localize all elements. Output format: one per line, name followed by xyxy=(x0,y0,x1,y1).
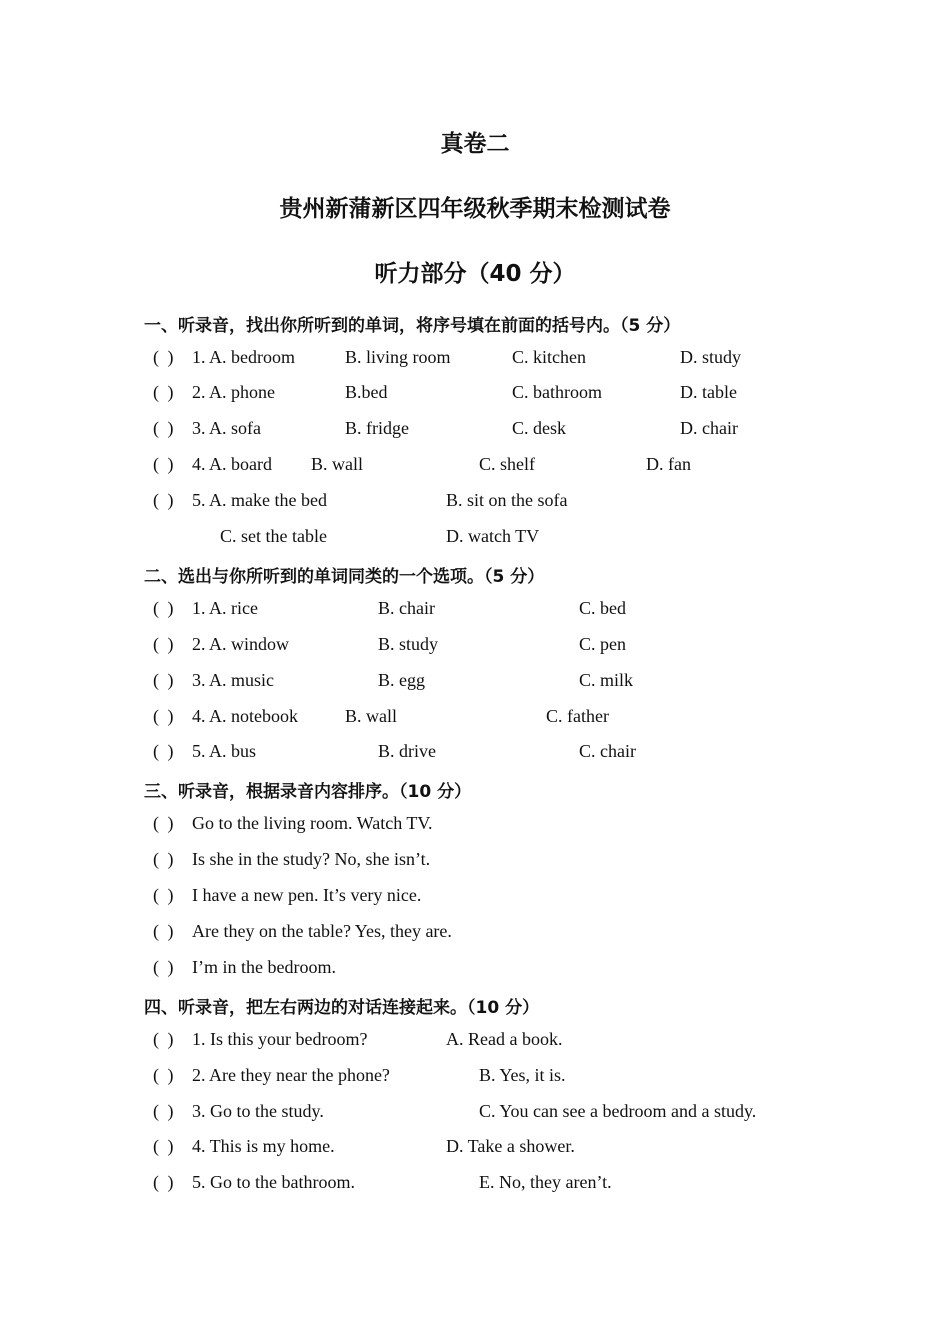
dialogue-right: B. Yes, it is. xyxy=(479,1065,566,1085)
question-option: B. wall xyxy=(345,706,397,726)
s4-question-row xyxy=(0,1065,950,1091)
section-4-heading: 四、听录音，把左右两边的对话连接起来。（10 分） xyxy=(144,998,540,1018)
answer-bracket[interactable]: ( ) xyxy=(153,921,176,941)
question-option: 1. A. rice xyxy=(192,598,258,618)
question-option: 1. A. bedroom xyxy=(192,347,295,367)
answer-bracket[interactable]: ( ) xyxy=(153,347,176,367)
dialogue-right: C. You can see a bedroom and a study. xyxy=(479,1101,757,1121)
s3-question-row xyxy=(0,849,950,875)
question-option: 5. A. make the bed xyxy=(192,490,327,510)
section-2-heading: 二、选出与你所听到的单词同类的一个选项。（5 分） xyxy=(144,567,545,587)
question-text: Are they on the table? Yes, they are. xyxy=(192,921,452,941)
question-option: C. father xyxy=(546,706,609,726)
section-1-heading: 一、听录音，找出你所听到的单词，将序号填在前面的括号内。（5 分） xyxy=(144,316,681,336)
question-option: B. wall xyxy=(311,454,363,474)
section-3-heading: 三、听录音，根据录音内容排序。（10 分） xyxy=(144,782,472,802)
dialogue-left: 2. Are they near the phone? xyxy=(192,1065,390,1085)
question-option: 3. A. sofa xyxy=(192,418,261,438)
exam-series-title: 真卷二 xyxy=(440,131,510,157)
question-option: C. set the table xyxy=(220,526,327,546)
question-option: D. fan xyxy=(646,454,691,474)
s1-question-row-continued xyxy=(0,526,950,552)
answer-bracket[interactable]: ( ) xyxy=(153,598,176,618)
question-option: C. milk xyxy=(579,670,634,690)
question-text: Go to the living room. Watch TV. xyxy=(192,813,433,833)
question-option: B. drive xyxy=(378,741,436,761)
dialogue-left: 3. Go to the study. xyxy=(192,1101,324,1121)
question-option: C. pen xyxy=(579,634,626,654)
s2-question-row xyxy=(0,598,950,624)
question-text: I’m in the bedroom. xyxy=(192,957,336,977)
s1-question-row xyxy=(0,347,950,373)
s1-question-row xyxy=(0,382,950,408)
question-option: C. kitchen xyxy=(512,347,586,367)
s4-question-row xyxy=(0,1136,950,1162)
answer-bracket[interactable]: ( ) xyxy=(153,490,176,510)
question-option: B. study xyxy=(378,634,439,654)
s4-question-row xyxy=(0,1172,950,1198)
question-option: C. bed xyxy=(579,598,626,618)
question-option: C. desk xyxy=(512,418,566,438)
question-option: B.bed xyxy=(345,382,388,402)
answer-bracket[interactable]: ( ) xyxy=(153,1172,176,1192)
s2-question-row xyxy=(0,670,950,696)
dialogue-left: 5. Go to the bathroom. xyxy=(192,1172,355,1192)
s3-question-row xyxy=(0,813,950,839)
answer-bracket[interactable]: ( ) xyxy=(153,885,176,905)
listening-part-title: 听力部分（40 分） xyxy=(374,261,576,287)
answer-bracket[interactable]: ( ) xyxy=(153,1136,176,1156)
question-option: 3. A. music xyxy=(192,670,275,690)
answer-bracket[interactable]: ( ) xyxy=(153,454,176,474)
question-option: D. study xyxy=(680,347,742,367)
s2-question-row xyxy=(0,706,950,732)
s3-question-row xyxy=(0,957,950,983)
answer-bracket[interactable]: ( ) xyxy=(153,849,176,869)
s4-question-row xyxy=(0,1101,950,1127)
dialogue-left: 4. This is my home. xyxy=(192,1136,335,1156)
question-option: D. table xyxy=(680,382,737,402)
dialogue-left: 1. Is this your bedroom? xyxy=(192,1029,368,1049)
question-option: C. chair xyxy=(579,741,636,761)
answer-bracket[interactable]: ( ) xyxy=(153,741,176,761)
answer-bracket[interactable]: ( ) xyxy=(153,382,176,402)
s4-question-row xyxy=(0,1029,950,1055)
dialogue-right: E. No, they aren’t. xyxy=(479,1172,612,1192)
question-option: D. chair xyxy=(680,418,738,438)
dialogue-right: D. Take a shower. xyxy=(446,1136,575,1156)
dialogue-right: A. Read a book. xyxy=(446,1029,563,1049)
answer-bracket[interactable]: ( ) xyxy=(153,1065,176,1085)
s2-question-row xyxy=(0,741,950,767)
question-option: B. fridge xyxy=(345,418,409,438)
question-option: B. egg xyxy=(378,670,425,690)
answer-bracket[interactable]: ( ) xyxy=(153,706,176,726)
question-option: 5. A. bus xyxy=(192,741,257,761)
question-option: B. sit on the sofa xyxy=(446,490,568,510)
question-option: D. watch TV xyxy=(446,526,540,546)
answer-bracket[interactable]: ( ) xyxy=(153,634,176,654)
answer-bracket[interactable]: ( ) xyxy=(153,670,176,690)
question-option: 2. A. window xyxy=(192,634,290,654)
answer-bracket[interactable]: ( ) xyxy=(153,1101,176,1121)
s1-question-row xyxy=(0,454,950,480)
s3-question-row xyxy=(0,921,950,947)
exam-title: 贵州新蒲新区四年级秋季期末检测试卷 xyxy=(279,196,671,222)
question-option: 2. A. phone xyxy=(192,382,275,402)
answer-bracket[interactable]: ( ) xyxy=(153,813,176,833)
s3-question-row xyxy=(0,885,950,911)
s2-question-row xyxy=(0,634,950,660)
question-option: 4. A. board xyxy=(192,454,272,474)
s1-question-row xyxy=(0,418,950,444)
answer-bracket[interactable]: ( ) xyxy=(153,957,176,977)
question-option: B. chair xyxy=(378,598,435,618)
question-option: B. living room xyxy=(345,347,451,367)
answer-bracket[interactable]: ( ) xyxy=(153,418,176,438)
question-text: Is she in the study? No, she isn’t. xyxy=(192,849,431,869)
question-option: C. bathroom xyxy=(512,382,602,402)
s1-question-row xyxy=(0,490,950,516)
question-option: 4. A. notebook xyxy=(192,706,298,726)
question-option: C. shelf xyxy=(479,454,535,474)
question-text: I have a new pen. It’s very nice. xyxy=(192,885,422,905)
answer-bracket[interactable]: ( ) xyxy=(153,1029,176,1049)
